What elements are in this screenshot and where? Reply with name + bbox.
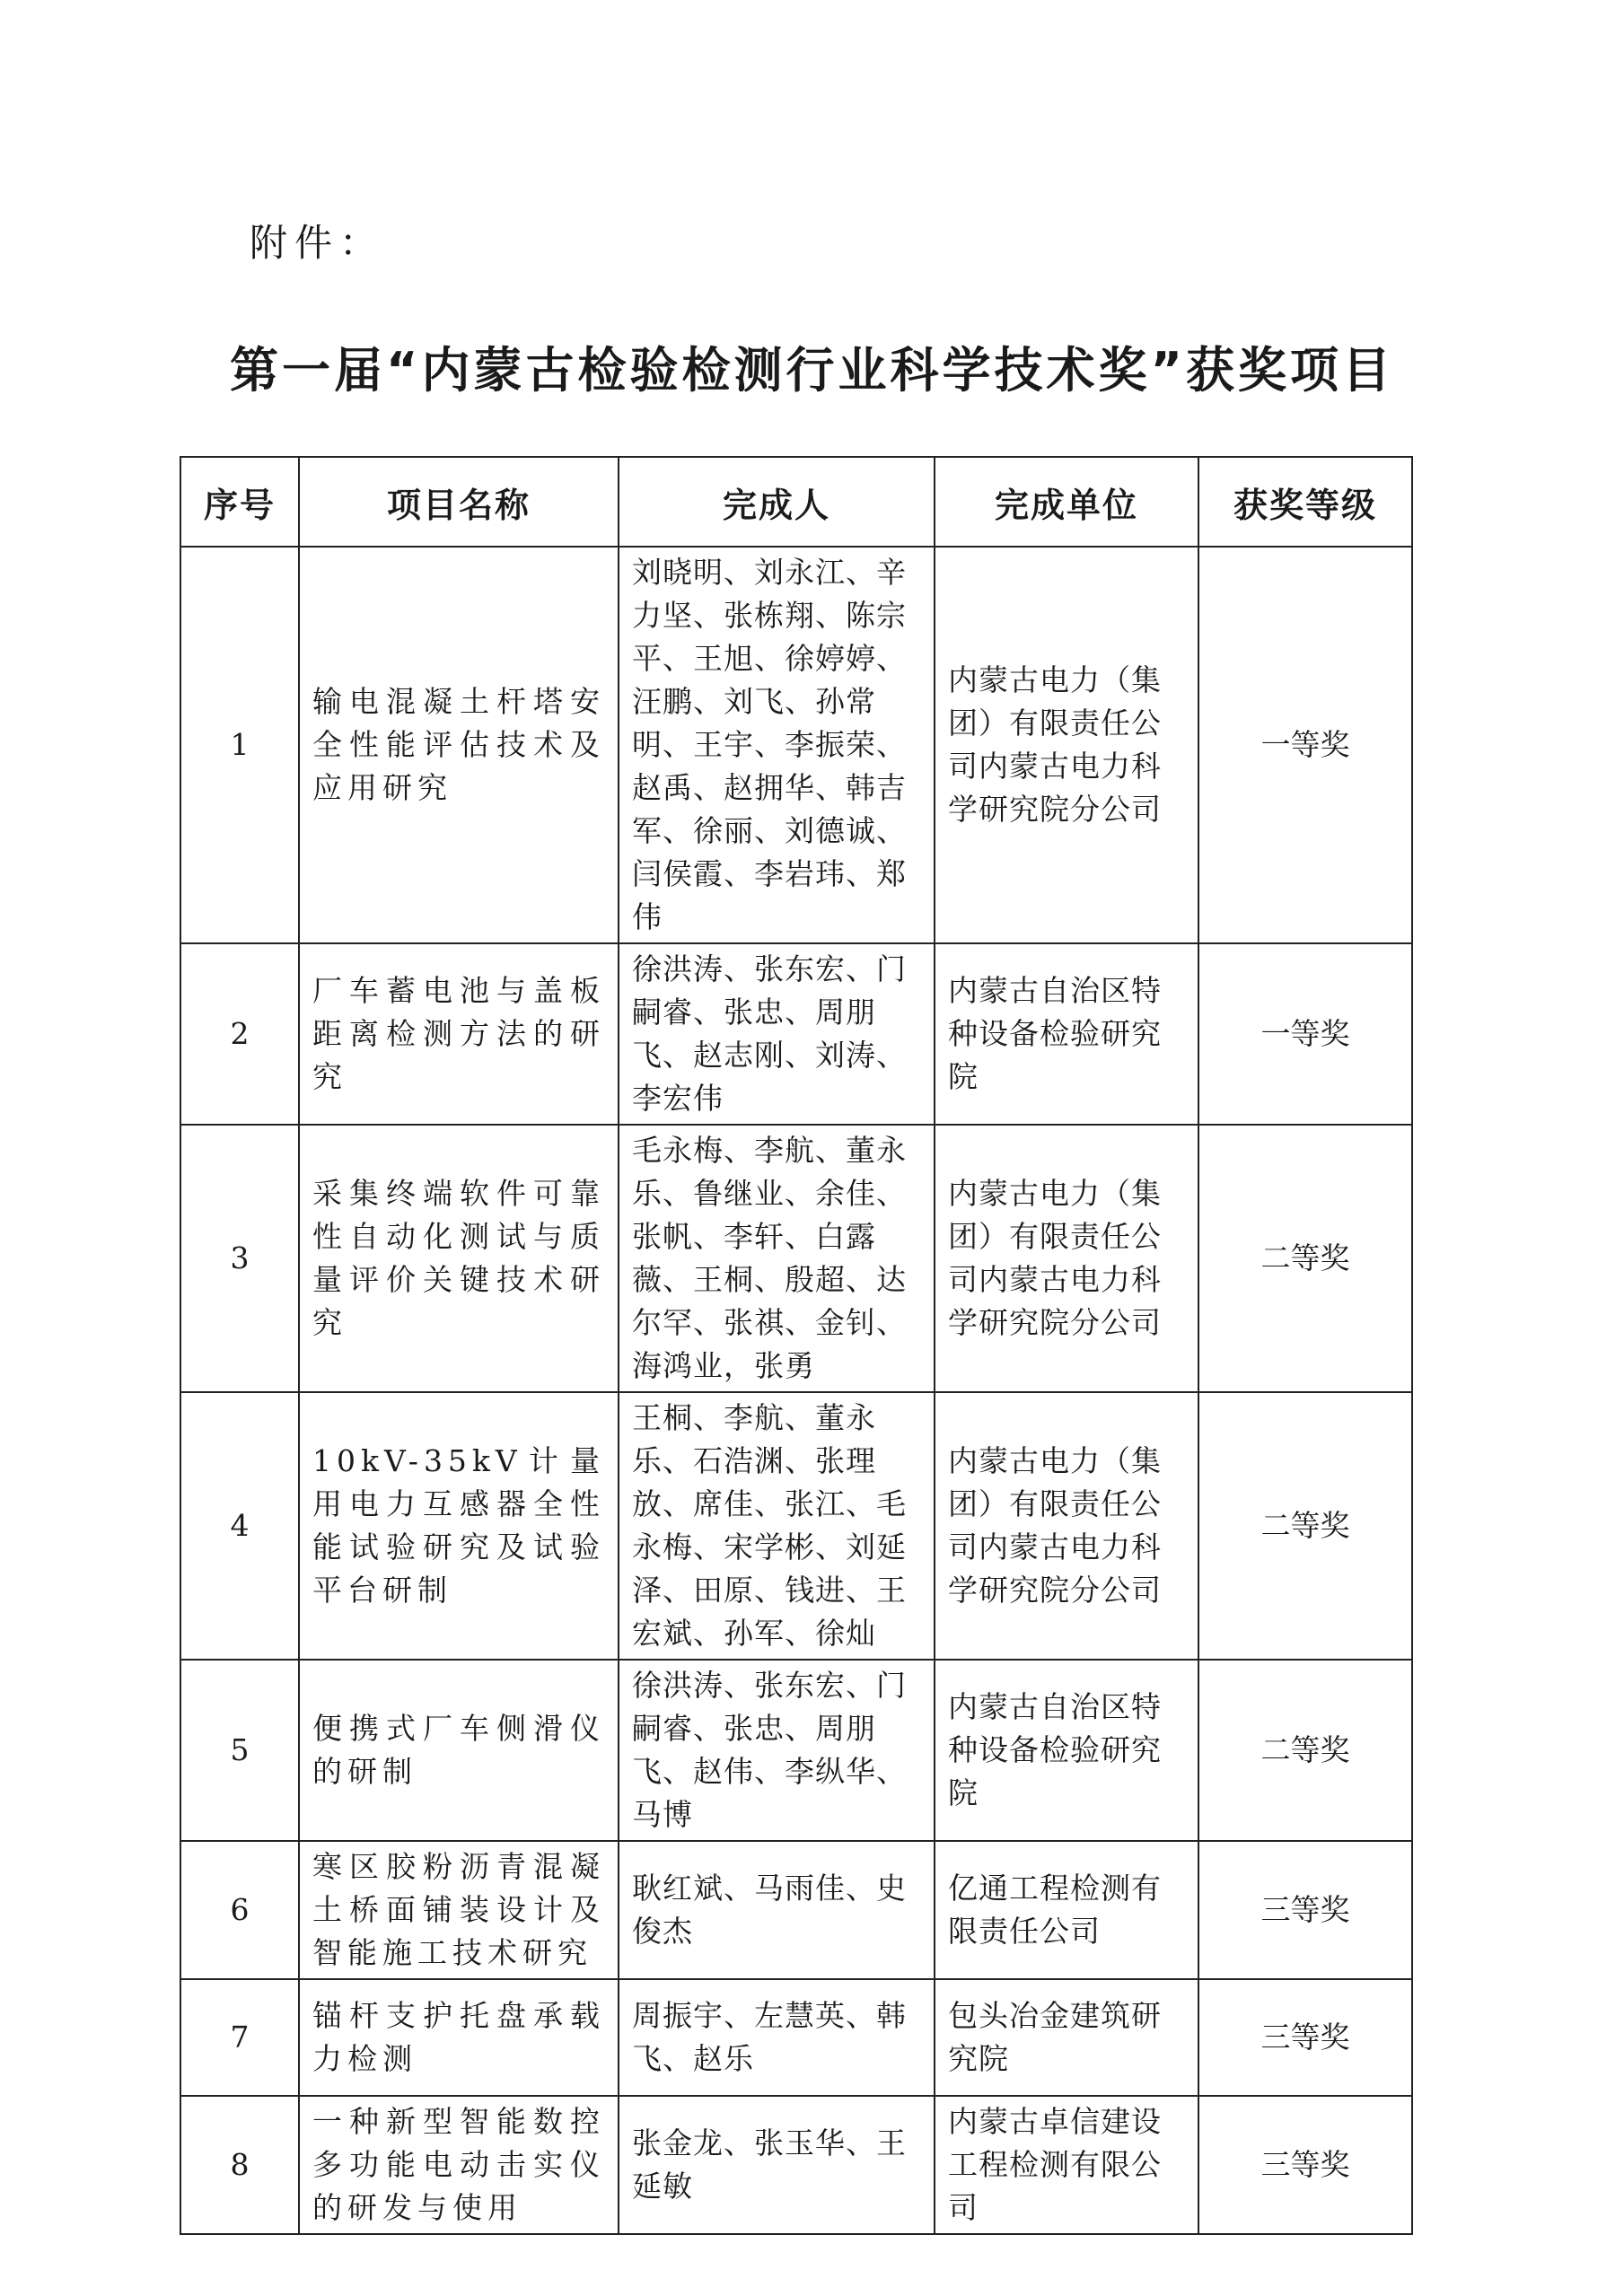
row-number: 3 (180, 1125, 299, 1392)
project-name: 输电混凝土杆塔安全性能评估技术及应用研究 (299, 547, 619, 943)
table-row (180, 547, 1412, 943)
table-row (180, 1979, 1412, 2096)
organization: 内蒙古电力（集团）有限责任公司内蒙古电力科学研究院分公司 (935, 1392, 1198, 1660)
table-row (180, 1841, 1412, 1979)
table-row (180, 1125, 1412, 1392)
header-name: 项目名称 (299, 457, 619, 547)
page-title: 第一届“内蒙古检验检测行业科学技术奖”获奖项目 (230, 342, 1394, 399)
project-name: 寒区胶粉沥青混凝土桥面铺装设计及智能施工技术研究 (299, 1841, 619, 1979)
project-name: 采集终端软件可靠性自动化测试与质量评价关键技术研究 (299, 1125, 619, 1392)
award-level: 一等奖 (1198, 547, 1412, 943)
contributors: 耿红斌、马雨佳、史俊杰 (619, 1841, 935, 1979)
project-name: 厂车蓄电池与盖板距离检测方法的研究 (299, 943, 619, 1125)
contributors: 毛永梅、李航、董永乐、鲁继业、余佳、张帆、李轩、白露薇、王桐、殷超、达尔罕、张祺、金钊、海鸿业，张勇 (619, 1125, 935, 1392)
organization: 内蒙古电力（集团）有限责任公司内蒙古电力科学研究院分公司 (935, 547, 1198, 943)
row-number: 8 (180, 2096, 299, 2234)
table-row (180, 1660, 1412, 1841)
table-header-row (180, 457, 1412, 547)
project-name: 一种新型智能数控多功能电动击实仪的研发与使用 (299, 2096, 619, 2234)
header-unit: 完成单位 (935, 457, 1198, 547)
organization: 内蒙古卓信建设工程检测有限公司 (935, 2096, 1198, 2234)
contributors: 周振宇、左慧英、韩飞、赵乐 (619, 1979, 935, 2096)
organization: 内蒙古自治区特种设备检验研究院 (935, 1660, 1198, 1841)
award-level: 二等奖 (1198, 1125, 1412, 1392)
project-name: 便携式厂车侧滑仪的研制 (299, 1660, 619, 1841)
table-row (180, 1392, 1412, 1660)
row-number: 5 (180, 1660, 299, 1841)
row-number: 6 (180, 1841, 299, 1979)
header-people: 完成人 (619, 457, 935, 547)
attachment-label: 附件： (250, 221, 385, 265)
contributors: 张金龙、张玉华、王延敏 (619, 2096, 935, 2234)
award-level: 二等奖 (1198, 1660, 1412, 1841)
award-level: 一等奖 (1198, 943, 1412, 1125)
organization: 包头冶金建筑研究院 (935, 1979, 1198, 2096)
row-number: 2 (180, 943, 299, 1125)
header-level: 获奖等级 (1198, 457, 1412, 547)
organization: 亿通工程检测有限责任公司 (935, 1841, 1198, 1979)
award-level: 二等奖 (1198, 1392, 1412, 1660)
award-level: 三等奖 (1198, 1979, 1412, 2096)
organization: 内蒙古电力（集团）有限责任公司内蒙古电力科学研究院分公司 (935, 1125, 1198, 1392)
table-row (180, 2096, 1412, 2234)
award-level: 三等奖 (1198, 2096, 1412, 2234)
project-name: 锚杆支护托盘承载力检测 (299, 1979, 619, 2096)
organization: 内蒙古自治区特种设备检验研究院 (935, 943, 1198, 1125)
award-level: 三等奖 (1198, 1841, 1412, 1979)
table-row (180, 943, 1412, 1125)
row-number: 7 (180, 1979, 299, 2096)
contributors: 王桐、李航、董永乐、石浩渊、张理放、席佳、张江、毛永梅、宋学彬、刘延泽、田原、钱进、王宏斌、孙军、徐灿 (619, 1392, 935, 1660)
contributors: 徐洪涛、张东宏、门嗣睿、张忠、周朋飞、赵志刚、刘涛、李宏伟 (619, 943, 935, 1125)
row-number: 4 (180, 1392, 299, 1660)
row-number: 1 (180, 547, 299, 943)
project-name: 10kV-35kV计量用电力互感器全性能试验研究及试验平台研制 (299, 1392, 619, 1660)
contributors: 徐洪涛、张东宏、门嗣睿、张忠、周朋飞、赵伟、李纵华、马博 (619, 1660, 935, 1841)
award-table (180, 456, 1413, 2235)
contributors: 刘晓明、刘永江、辛力坚、张栋翔、陈宗平、王旭、徐婷婷、汪鹏、刘飞、孙常明、王宇、李振荣、赵禹、赵拥华、韩吉军、徐丽、刘德诚、闫侯霞、李岩玮、郑伟 (619, 547, 935, 943)
header-no: 序号 (180, 457, 299, 547)
